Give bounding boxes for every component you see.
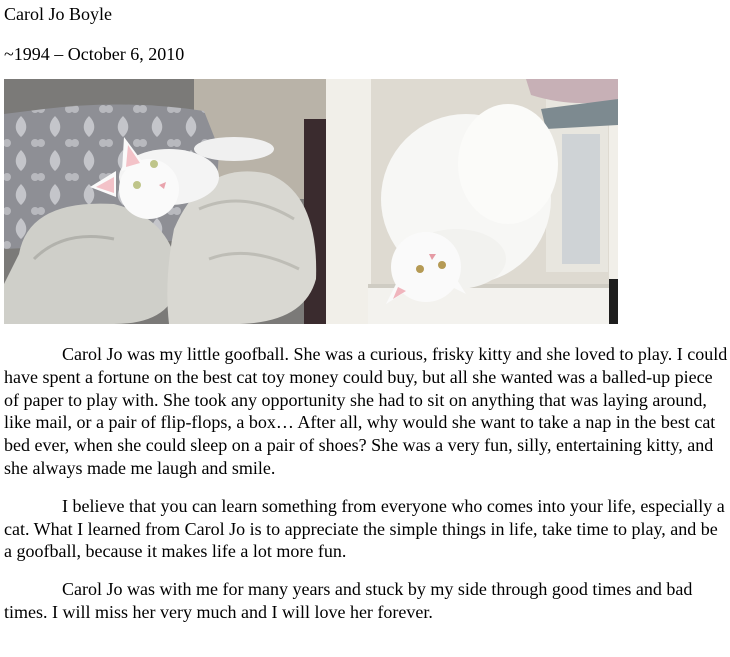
cat-on-pillows-photo (4, 79, 326, 324)
paragraph: Carol Jo was with me for many years and stuck by my side through good times and bad times. I will miss her very much and I will love her forever. (4, 579, 693, 622)
cat-upside-down-photo (326, 79, 618, 324)
memorial-name: Carol Jo Boyle (4, 4, 112, 24)
memorial-text (4, 343, 728, 639)
paragraph: Carol Jo was my little goofball. She was a curious, frisky kitty and she loved to play. I could have spent a fortune on the best cat toy money could buy, but all she wanted was a balled-up piece of paper to play with. She took any opportunity she had to sit on anything that was laying around, like mail, or a pair of flip-flops, a box… After all, why would she want to take a nap in the best cat bed ever, when she could sleep on a pair of shoes? She was a very fun, silly, entertaining kitty, and she always made me laugh and smile. (4, 344, 728, 478)
paragraph: I believe that you can learn something from everyone who comes into your life, especially a cat. What I learned from Carol Jo is to appreciate the simple things in life, take time to play, and be a goofball, because it makes life a lot more fun. (4, 495, 725, 562)
memorial-dates: ~1994 – October 6, 2010 (4, 44, 185, 64)
